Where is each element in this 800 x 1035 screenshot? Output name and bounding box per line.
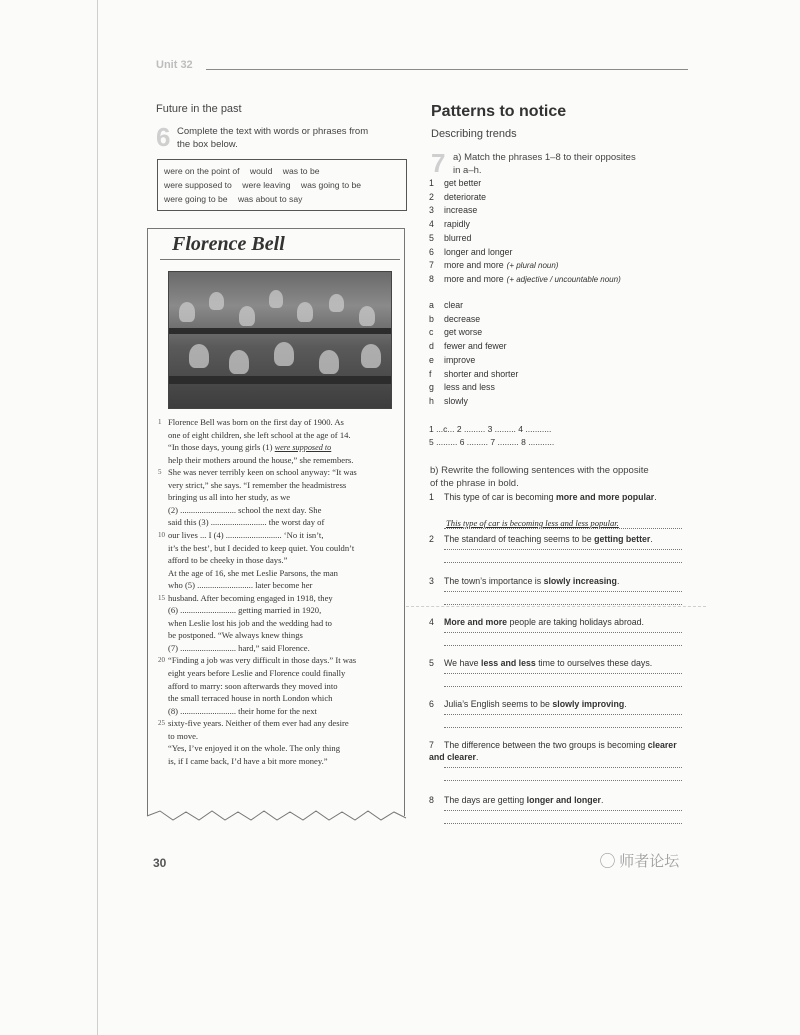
answer-line (444, 549, 682, 550)
sentence-bold-phrase: less and less (481, 658, 536, 668)
phrase-item (429, 233, 471, 243)
word-option: would (249, 166, 273, 176)
sentence-number: 5 (429, 658, 434, 668)
story-answer-example: were supposed to (274, 443, 332, 453)
match-answers-row: 5 ......... 6 ......... 7 ......... 8 ........... (429, 437, 555, 447)
story-line-text: At the age of 16, she met Leslie Parsons, the man (168, 567, 338, 578)
phrase-text: more and more (444, 273, 504, 284)
story-line-text: afford to be cheeky in those days.” (168, 555, 288, 566)
sentence-number: 3 (429, 576, 434, 586)
opposite-item (429, 382, 495, 392)
rewrite-sentence (429, 533, 681, 545)
sentence-text: . (475, 752, 479, 762)
photo-figure (319, 350, 339, 374)
story-line-text: to move. (168, 730, 199, 741)
sentence-bold-phrase: More and more (444, 617, 508, 627)
phrase-item (429, 178, 481, 188)
phrase-item (429, 260, 558, 270)
opposite-item (429, 314, 480, 324)
instruction-line: in a–h. (453, 165, 482, 176)
exercise-number-7: 7 (431, 148, 446, 178)
photo-figure (189, 344, 209, 368)
sentence-text: The standard of teaching seems to be (444, 534, 595, 544)
unit-label: Unit 32 (156, 59, 193, 71)
story-line (168, 479, 346, 492)
page-number: 30 (153, 856, 167, 870)
story-line (168, 491, 290, 504)
story-line-text: (6) .......................... getting married in 1920, (168, 605, 322, 616)
story-line-number: 25 (158, 719, 165, 728)
story-line (168, 579, 312, 592)
watermark-text: 师者论坛 (619, 853, 680, 870)
answer-line (444, 714, 682, 715)
photo-figure (239, 306, 255, 326)
rewrite-sentence (429, 657, 681, 669)
scan-artifact-line (406, 606, 706, 607)
opposite-text: clear (444, 300, 464, 310)
photo-figure (209, 292, 224, 310)
sentence-text: The days are getting (444, 795, 527, 805)
rewrite-sentence (429, 616, 681, 628)
story-line-number: 20 (158, 656, 165, 665)
story-line (168, 529, 323, 542)
sentence-bold-phrase: longer and longer (526, 795, 601, 805)
opposite-text: fewer and fewer (444, 341, 507, 352)
answer-line (444, 632, 682, 633)
word-box (157, 159, 407, 211)
story-line-text: “In those days, young girls (1) (168, 442, 275, 453)
photo-figure (359, 306, 375, 326)
story-line (168, 429, 351, 442)
sentence-bold-phrase: more and more popular (555, 492, 655, 502)
story-line (168, 692, 332, 705)
opposite-text: slowly (444, 395, 468, 406)
opposite-text: shorter and shorter (444, 368, 519, 379)
rewrite-sentence (429, 698, 681, 710)
answer-line (444, 673, 682, 674)
sentence-number: 8 (429, 795, 434, 805)
word-option: were going to be (164, 194, 228, 204)
phrase-number: 8 (429, 273, 434, 284)
story-line-text: bringing us all into her study, as we (168, 492, 291, 503)
story-line-number: 1 (158, 418, 162, 426)
phrase-item (429, 219, 470, 229)
match-answers-row: 1 ...c... 2 ......... 3 ......... 4 ........... (429, 424, 552, 434)
story-line (168, 542, 354, 555)
sentence-text: time to ourselves these days. (535, 658, 653, 668)
sentence-text: . (654, 492, 657, 502)
answer-line (444, 767, 682, 768)
story-line (168, 516, 324, 529)
sentence-number: 1 (429, 492, 434, 502)
word-option: were on the point of (164, 166, 240, 176)
opposite-letter: c (429, 327, 434, 338)
rewrite-sentence (429, 794, 681, 806)
part-a-instruction (453, 151, 636, 177)
photo-desk (169, 328, 391, 334)
story-line-text: Florence Bell was born on the first day of 1900. As (168, 417, 344, 427)
opposite-text: improve (444, 354, 476, 365)
story-line-number: 10 (158, 530, 165, 539)
story-line-text: it’s the best’, but I decided to keep quiet. You couldn’t (168, 542, 355, 553)
story-line-text: one of eight children, she left school at the age of 14. (168, 429, 351, 440)
opposite-letter: e (429, 354, 434, 365)
sentence-number: 2 (429, 534, 434, 544)
word-option: was to be (282, 166, 320, 176)
phrase-text: blurred (444, 232, 472, 243)
phrase-text: more and more (444, 260, 504, 271)
sentence-text: . (600, 795, 604, 805)
story-line (168, 642, 310, 655)
story-line-text: husband. After becoming engaged in 1918, they (168, 592, 333, 603)
word-box-row (164, 192, 400, 206)
phrase-note: (+ adjective / uncountable noun) (506, 274, 621, 284)
story-line (168, 554, 287, 567)
story-line (168, 667, 345, 680)
chat-icon: ◯ (600, 853, 616, 870)
photo-figure (179, 302, 195, 322)
section-title: Future in the past (156, 103, 242, 115)
story-line (168, 604, 321, 617)
sentence-text: This type of car is becoming (444, 492, 556, 502)
sentence-number: 7 (429, 740, 434, 750)
opposite-letter: f (429, 368, 432, 379)
story-line (168, 742, 340, 755)
header-rule (206, 69, 688, 70)
patterns-subtitle: Describing trends (431, 128, 517, 140)
answer-line (444, 604, 682, 605)
phrase-text: increase (444, 205, 478, 216)
opposite-item (429, 369, 518, 379)
exercise-6-instruction (177, 125, 368, 151)
opposite-item (429, 396, 468, 406)
word-box-row (164, 164, 400, 178)
phrase-text: rapidly (444, 219, 470, 230)
answer-line (444, 823, 682, 824)
word-box-row (164, 178, 400, 192)
story-line (168, 680, 338, 693)
sentence-text: people are taking holidays abroad. (507, 617, 644, 627)
phrase-text: deteriorate (444, 191, 487, 202)
story-line-text: She was never terribly keen on school anyway: “It was (168, 467, 357, 478)
patterns-title: Patterns to notice (431, 103, 567, 120)
phrase-number: 1 (429, 178, 434, 188)
answer-line (444, 528, 682, 529)
story-line-text: afford to marry: soon afterwards they moved into (168, 680, 338, 691)
phrase-note: (+ plural noun) (506, 261, 559, 271)
sentence-text: The difference between the two groups is becoming (444, 740, 648, 750)
classroom-photo (168, 271, 392, 409)
story-line-text: help their mothers around the house,” she remembers. (168, 454, 354, 465)
rewrite-sentence (429, 491, 681, 503)
story-line-text: “Yes, I’ve enjoyed it on the whole. The only thing (168, 743, 341, 754)
sentence-bold-phrase: slowly increasing (543, 576, 617, 586)
answer-line (444, 810, 682, 811)
sentence-text: Julia’s English seems to be (444, 699, 553, 709)
word-option: were leaving (242, 180, 291, 190)
sentence-text: . (616, 576, 620, 586)
sentence-text: The town’s importance is (444, 576, 544, 586)
story-line (168, 730, 198, 743)
word-option: were supposed to (164, 180, 232, 190)
answer-line (444, 562, 682, 563)
instruction-line: the box below. (177, 139, 238, 150)
story-line (168, 454, 353, 467)
opposite-letter: g (429, 382, 434, 393)
phrase-item (429, 274, 621, 284)
story-line (168, 504, 321, 517)
phrase-text: longer and longer (444, 246, 513, 257)
opposite-letter: b (429, 313, 434, 324)
story-title-rule (160, 259, 400, 260)
answer-line (444, 780, 682, 781)
story-line (168, 416, 344, 429)
story-line (168, 592, 333, 605)
photo-figure (229, 350, 249, 374)
opposite-item (429, 341, 507, 351)
opposite-text: decrease (444, 313, 481, 324)
photo-figure (361, 344, 381, 368)
opposite-letter: a (429, 300, 434, 310)
opposite-item (429, 300, 463, 310)
photo-figure (329, 294, 344, 312)
phrase-text: get better (444, 178, 482, 188)
opposite-text: get worse (444, 327, 483, 338)
opposite-item (429, 327, 482, 337)
answer-line (444, 686, 682, 687)
story-line-text: very strict,” she says. “I remember the headmistress (168, 479, 347, 490)
rewrite-sentence (429, 575, 681, 587)
rewrite-sentence (429, 739, 681, 763)
phrase-item (429, 192, 486, 202)
photo-figure (297, 302, 313, 322)
story-line-text: the small terraced house in north London which (168, 693, 333, 704)
story-line (168, 441, 331, 455)
photo-figure (269, 290, 283, 308)
story-line (168, 755, 328, 768)
answer-line (444, 591, 682, 592)
opposite-item (429, 355, 475, 365)
story-line-text: be postponed. “We always knew things (168, 630, 303, 641)
phrase-item (429, 205, 477, 215)
story-line (168, 629, 303, 642)
sentence-bold-phrase: clearer and clearer (429, 740, 677, 762)
opposite-letter: d (429, 341, 434, 352)
word-option: was going to be (300, 180, 362, 190)
story-line (168, 567, 338, 580)
page-edge (97, 0, 98, 1035)
phrase-number: 3 (429, 205, 434, 216)
story-line-text: when Leslie lost his job and the wedding had to (168, 617, 332, 628)
opposite-text: less and less (444, 382, 495, 393)
watermark (600, 850, 679, 871)
phrase-number: 6 (429, 246, 434, 257)
instruction-line: a) Match the phrases 1–8 to their opposites (453, 152, 636, 163)
story-line (168, 717, 349, 730)
phrase-number: 2 (429, 191, 434, 202)
sentence-example-answer: This type of car is becoming less and less popular. (446, 518, 619, 528)
sentence-text: We have (444, 658, 482, 668)
instruction-line: of the phrase in bold. (430, 478, 519, 489)
story-line-text: “Finding a job was very difficult in those days.” It was (168, 655, 357, 666)
story-line-number: 15 (158, 593, 165, 602)
phrase-item (429, 247, 512, 257)
sentence-number: 6 (429, 699, 434, 709)
story-line-text: is, if I came back, I’d have a bit more money.” (168, 755, 328, 766)
part-b-instruction (430, 464, 649, 490)
story-line-number: 5 (158, 468, 162, 477)
sentence-text: . (650, 534, 653, 544)
answer-line (444, 727, 682, 728)
story-line-text: (7) .......................... hard,” said Florence. (168, 642, 310, 653)
torn-edge (146, 808, 408, 824)
story-line (168, 466, 357, 479)
word-option: was about to say (237, 194, 303, 204)
story-line-text: eight years before Leslie and Florence could finally (168, 668, 346, 678)
story-line (168, 654, 356, 667)
instruction-line: Complete the text with words or phrases from (177, 126, 369, 137)
story-line (168, 705, 317, 718)
sentence-number: 4 (429, 617, 434, 627)
story-title: Florence Bell (172, 233, 285, 255)
phrase-number: 4 (429, 219, 434, 230)
story-line (168, 617, 332, 630)
sentence-bold-phrase: getting better (594, 534, 651, 544)
story-line-text: (8) .......................... their home for the next (168, 705, 317, 716)
story-line-text: said this (3) .......................... the worst day of (168, 517, 325, 528)
story-line-text: our lives ... I (4) .......................... ‘No it isn’t, (168, 529, 324, 540)
answer-line (444, 645, 682, 646)
sentence-bold-phrase: slowly improving (552, 699, 625, 709)
photo-desk (169, 376, 391, 384)
story-line-text: sixty-five years. Neither of them ever had any desire (168, 718, 349, 729)
photo-figure (274, 342, 294, 366)
story-line-text: who (5) .......................... later become her (168, 580, 313, 591)
instruction-line: b) Rewrite the following sentences with the opposite (430, 465, 649, 476)
story-line-text: (2) .......................... school the next day. She (168, 504, 322, 515)
phrase-number: 5 (429, 232, 434, 243)
sentence-text: . (624, 699, 627, 709)
opposite-letter: h (429, 395, 434, 406)
exercise-number-6: 6 (156, 122, 171, 152)
phrase-number: 7 (429, 260, 434, 271)
